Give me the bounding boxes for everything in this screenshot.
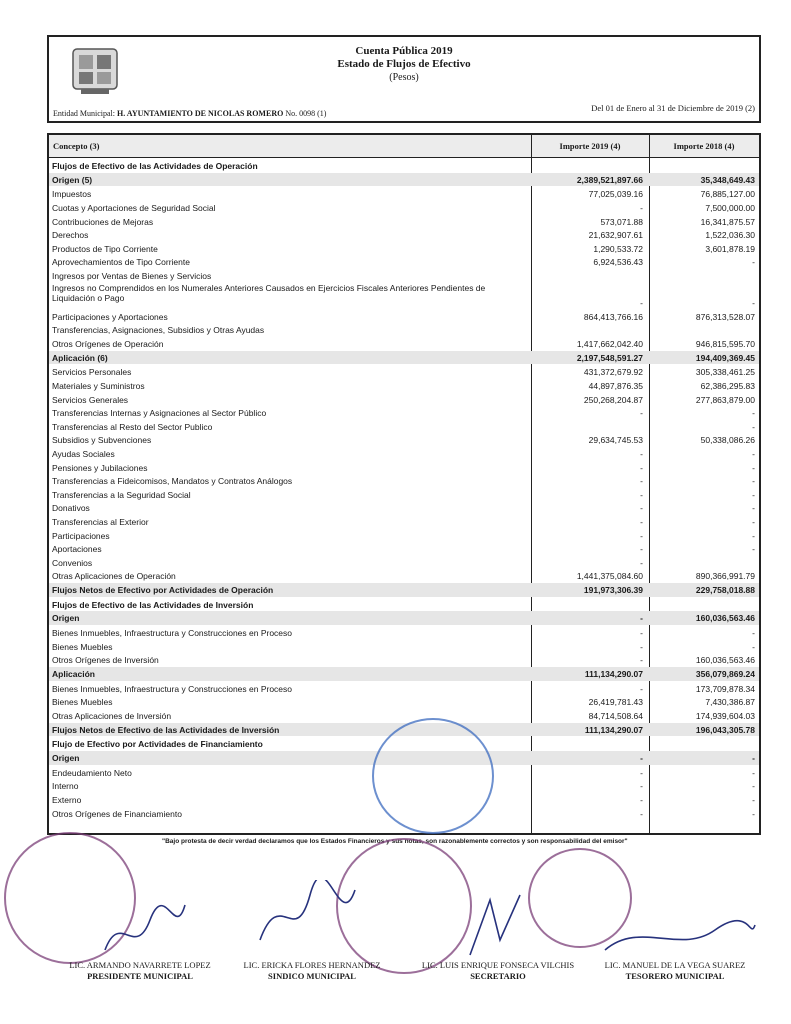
table-row — [49, 187, 759, 201]
report-title-block — [49, 45, 759, 84]
table-row — [49, 529, 759, 543]
row-concept: Otros Orígenes de Inversión — [52, 655, 159, 666]
entidad-line — [53, 109, 326, 118]
row-concept: Ingresos no Comprendidos en los Numerales Anteriores Causados en Ejercicios Fiscales Anteriores Pendientes de Liquidación o Pago — [52, 282, 486, 303]
row-concept: Bienes Muebles — [52, 697, 113, 708]
table-row — [49, 626, 759, 640]
row-amount-2019: - — [640, 489, 643, 500]
table-row — [49, 611, 759, 625]
row-concept: Flujos Netos de Efectivo por Actividades de Operación — [52, 585, 274, 595]
constitutional-seal-stamp — [372, 718, 494, 834]
row-amount-2018: 890,366,991.79 — [695, 571, 755, 582]
row-amount-2019: - — [640, 655, 643, 666]
col-header-concepto: Concepto (3) — [53, 141, 100, 151]
col-header-2019: Importe 2019 (4) — [559, 141, 621, 151]
row-amount-2018: 174,939,604.03 — [695, 711, 755, 721]
row-concept: Otras Aplicaciones de Operación — [52, 571, 176, 582]
table-row — [49, 682, 759, 696]
row-concept: Flujos de Efectivo de las Actividades de Inversión — [52, 599, 254, 610]
row-amount-2019: - — [640, 808, 643, 819]
table-row — [49, 420, 759, 434]
row-amount-2018: 229,758,018.88 — [695, 585, 755, 595]
row-amount-2019: 84,714,508.64 — [588, 711, 643, 721]
row-amount-2019: - — [640, 613, 643, 624]
signer-role: PRESIDENTE MUNICIPAL — [87, 971, 193, 981]
row-amount-2019: - — [640, 544, 643, 555]
row-amount-2019: - — [640, 449, 643, 459]
row-amount-2019: 191,973,306.39 — [583, 585, 643, 595]
row-concept: Flujos Netos de Efectivo de las Actividades de Inversión — [52, 724, 280, 735]
row-amount-2018: 277,863,879.00 — [695, 394, 755, 405]
table-row — [49, 215, 759, 229]
row-concept: Origen — [52, 753, 80, 763]
row-amount-2019: - — [640, 781, 643, 792]
row-concept: Otros Orígenes de Financiamiento — [52, 808, 182, 819]
row-amount-2018: 62,386,295.83 — [700, 381, 755, 391]
row-amount-2019: - — [640, 683, 643, 694]
row-amount-2018: 173,709,878.34 — [695, 683, 755, 694]
signer-name: LIC. MANUEL DE LA VEGA SUAREZ — [604, 960, 746, 970]
row-amount-2018: - — [752, 530, 755, 541]
entidad-name: H. AYUNTAMIENTO DE NICOLAS ROMERO — [117, 109, 284, 118]
table-row — [49, 709, 759, 723]
table-row — [49, 323, 759, 337]
row-amount-2018: - — [752, 489, 755, 500]
row-amount-2018: - — [752, 408, 755, 419]
row-concept: Otras Aplicaciones de Inversión — [52, 711, 172, 721]
row-concept: Productos de Tipo Corriente — [52, 243, 158, 254]
row-concept: Pensiones y Jubilaciones — [52, 462, 148, 473]
row-concept: Servicios Generales — [52, 394, 129, 405]
row-amount-2018: - — [752, 462, 755, 473]
row-amount-2018: 35,348,649.43 — [700, 174, 755, 185]
table-row — [49, 201, 759, 215]
row-concept: Bienes Muebles — [52, 641, 113, 652]
report-subtitle: Estado de Flujos de Efectivo — [337, 58, 471, 70]
row-concept: Donativos — [52, 503, 90, 514]
row-concept: Subsidios y Subvenciones — [52, 435, 152, 446]
row-amount-2019: - — [640, 297, 643, 308]
row-concept: Aplicación (6) — [52, 352, 108, 363]
row-amount-2019: 77,025,039.16 — [588, 189, 643, 200]
row-concept: Externo — [52, 795, 82, 805]
row-amount-2019: - — [640, 476, 643, 487]
row-amount-2018: 876,313,528.07 — [695, 311, 755, 322]
row-amount-2018: - — [752, 449, 755, 459]
row-concept: Transferencias, Asignaciones, Subsidios y Otras Ayudas — [52, 325, 265, 336]
signature-tesorero — [590, 960, 760, 982]
row-amount-2018: 196,043,305.78 — [695, 724, 755, 735]
row-amount-2018: 3,601,878.19 — [705, 243, 755, 254]
row-amount-2019: 1,290,533.72 — [593, 243, 643, 254]
row-amount-2018: - — [752, 641, 755, 652]
col-header-2018: Importe 2018 (4) — [673, 141, 735, 151]
row-concept: Aportaciones — [52, 544, 102, 555]
table-row — [49, 583, 759, 597]
table-row — [49, 269, 759, 283]
row-concept: Transferencias al Exterior — [52, 517, 149, 527]
row-amount-2018: - — [752, 767, 755, 778]
row-concept: Aplicación — [52, 669, 95, 679]
row-concept: Origen (5) — [52, 174, 93, 185]
table-row — [49, 447, 759, 461]
row-concept: Contribuciones de Mejoras — [52, 216, 154, 227]
row-amount-2019: - — [640, 795, 643, 805]
row-amount-2018: 7,430,386.87 — [705, 697, 755, 708]
row-concept: Transferencias al Resto del Sector Publico — [52, 421, 213, 432]
row-amount-2018: 7,500,000.00 — [705, 203, 755, 213]
row-amount-2018: - — [752, 781, 755, 792]
row-amount-2018: 50,338,086.26 — [700, 435, 755, 446]
table-row — [49, 351, 759, 365]
row-amount-2018: - — [752, 628, 755, 639]
row-amount-2019: 21,632,907.61 — [588, 230, 643, 241]
row-amount-2019: - — [640, 628, 643, 639]
signer-name: LIC. ERICKA FLORES HERNANDEZ — [243, 960, 381, 970]
signer-role: SINDICO MUNICIPAL — [268, 971, 356, 981]
table-row — [49, 393, 759, 407]
row-concept: Origen — [52, 613, 80, 624]
row-amount-2019: - — [640, 753, 643, 763]
row-amount-2019: - — [640, 203, 643, 213]
row-concept: Servicios Personales — [52, 367, 132, 378]
row-concept: Endeudamiento Neto — [52, 767, 132, 778]
row-amount-2019: 2,389,521,897.66 — [576, 174, 643, 185]
table-row — [49, 173, 759, 187]
row-amount-2018: - — [752, 795, 755, 805]
row-amount-2019: 111,134,290.07 — [584, 724, 643, 735]
signer-name: LIC. LUIS ENRIQUE FONSECA VILCHIS — [421, 960, 575, 970]
row-amount-2018: 16,341,875.57 — [700, 216, 755, 227]
table-row — [49, 653, 759, 667]
row-amount-2018: 194,409,369.45 — [695, 352, 755, 363]
table-row — [49, 310, 759, 324]
row-concept: Flujos de Efectivo de las Actividades de Operación — [52, 161, 258, 171]
table-row — [49, 461, 759, 475]
row-amount-2019: - — [640, 517, 643, 527]
row-amount-2018: 946,815,595.70 — [695, 339, 755, 349]
row-amount-2019: 111,134,290.07 — [584, 669, 643, 679]
row-amount-2019: 573,071.88 — [600, 216, 643, 227]
disclaimer-note: "Bajo protesta de decir verdad declaramos que los Estados Financieros y sus notas, son razonablemente correctos y son responsabilidad del emisor" — [162, 838, 628, 845]
row-concept: Convenios — [52, 557, 93, 568]
table-row — [49, 228, 759, 242]
table-row — [49, 695, 759, 709]
table-row — [49, 640, 759, 654]
row-amount-2019: - — [640, 530, 643, 541]
table-row — [49, 337, 759, 351]
table-header-row — [49, 135, 759, 158]
table-row — [49, 598, 759, 612]
row-amount-2019: - — [640, 557, 643, 568]
signature-sindico — [232, 960, 392, 982]
row-amount-2018: - — [752, 753, 755, 763]
table-row — [49, 556, 759, 570]
row-concept: Transferencias a Fideicomisos, Mandatos y Contratos Análogos — [52, 476, 293, 487]
row-amount-2018: - — [752, 476, 755, 487]
table-row — [49, 242, 759, 256]
entidad-number: No. 0098 (1) — [285, 109, 327, 118]
report-title: Cuenta Pública 2019 — [355, 45, 453, 57]
table-row — [49, 501, 759, 515]
row-concept: Transferencias Internas y Asignaciones al Sector Público — [52, 408, 267, 419]
row-concept: Materiales y Suministros — [52, 381, 145, 391]
row-amount-2018: 160,036,563.46 — [695, 613, 755, 624]
row-amount-2019: 26,419,781.43 — [588, 697, 643, 708]
row-concept: Participaciones y Aportaciones — [52, 311, 168, 322]
row-amount-2018: - — [752, 297, 755, 308]
row-concept: Flujo de Efectivo por Actividades de Financiamiento — [52, 739, 263, 750]
table-row — [49, 365, 759, 379]
row-concept: Impuestos — [52, 189, 92, 200]
table-row — [49, 515, 759, 529]
row-amount-2018: 160,036,563.46 — [695, 655, 755, 666]
row-amount-2018: 305,338,461.25 — [695, 367, 755, 378]
report-unit: (Pesos) — [389, 72, 419, 83]
signature-secretario — [408, 960, 588, 982]
row-concept: Derechos — [52, 230, 89, 241]
table-row — [49, 569, 759, 583]
row-amount-2019: 1,417,662,042.40 — [576, 339, 643, 349]
row-amount-2019: - — [640, 641, 643, 652]
row-amount-2019: - — [640, 503, 643, 514]
row-amount-2018: 1,522,036.30 — [705, 230, 755, 241]
row-amount-2019: 1,441,375,084.60 — [576, 571, 643, 582]
period-line: Del 01 de Enero al 31 de Diciembre de 2019 (2) — [591, 103, 755, 113]
table-row — [49, 667, 759, 681]
table-row — [49, 542, 759, 556]
row-amount-2018: - — [752, 257, 755, 268]
signer-role: TESORERO MUNICIPAL — [625, 971, 725, 981]
row-amount-2018: - — [752, 517, 755, 527]
entidad-label: Entidad Municipal: — [53, 109, 115, 118]
table-row — [49, 474, 759, 488]
row-amount-2019: 2,197,548,591.27 — [576, 352, 643, 363]
row-amount-2019: 29,634,745.53 — [588, 435, 643, 446]
row-amount-2018: - — [752, 503, 755, 514]
row-amount-2019: 44,897,876.35 — [588, 381, 643, 391]
row-amount-2019: 250,268,204.87 — [583, 394, 643, 405]
signature-presidente — [60, 960, 220, 982]
table-row — [49, 255, 759, 269]
row-amount-2019: 6,924,536.43 — [593, 257, 643, 268]
row-concept: Transferencias a la Seguridad Social — [52, 489, 191, 500]
table-row — [49, 159, 759, 173]
signer-name: LIC. ARMANDO NAVARRETE LOPEZ — [69, 960, 211, 970]
row-amount-2019: 864,413,766.16 — [583, 311, 643, 322]
row-concept: Cuotas y Aportaciones de Seguridad Social — [52, 203, 216, 213]
table-row — [49, 379, 759, 393]
row-concept: Aprovechamientos de Tipo Corriente — [52, 257, 190, 268]
table-row — [49, 433, 759, 447]
row-concept: Interno — [52, 781, 79, 792]
row-concept: Otros Orígenes de Operación — [52, 339, 164, 349]
signature-block — [0, 940, 791, 1000]
row-amount-2018: 76,885,127.00 — [700, 189, 755, 200]
row-amount-2019: - — [640, 767, 643, 778]
row-amount-2018: - — [752, 808, 755, 819]
row-amount-2018: 356,079,869.24 — [695, 669, 755, 679]
row-amount-2018: - — [752, 421, 755, 432]
row-concept: Ayudas Sociales — [52, 449, 115, 459]
table-row — [49, 406, 759, 420]
row-concept: Ingresos por Ventas de Bienes y Servicios — [52, 271, 212, 281]
row-concept: Bienes Inmuebles, Infraestructura y Construcciones en Proceso — [52, 683, 293, 694]
row-amount-2018: - — [752, 544, 755, 555]
table-row — [49, 283, 759, 310]
report-header — [47, 35, 761, 123]
table-row — [49, 488, 759, 502]
row-amount-2019: - — [640, 462, 643, 473]
row-amount-2019: - — [640, 408, 643, 419]
row-amount-2019: 431,372,679.92 — [583, 367, 643, 378]
row-concept: Participaciones — [52, 530, 110, 541]
signer-role: SECRETARIO — [470, 971, 526, 981]
row-concept: Bienes Inmuebles, Infraestructura y Construcciones en Proceso — [52, 628, 293, 639]
